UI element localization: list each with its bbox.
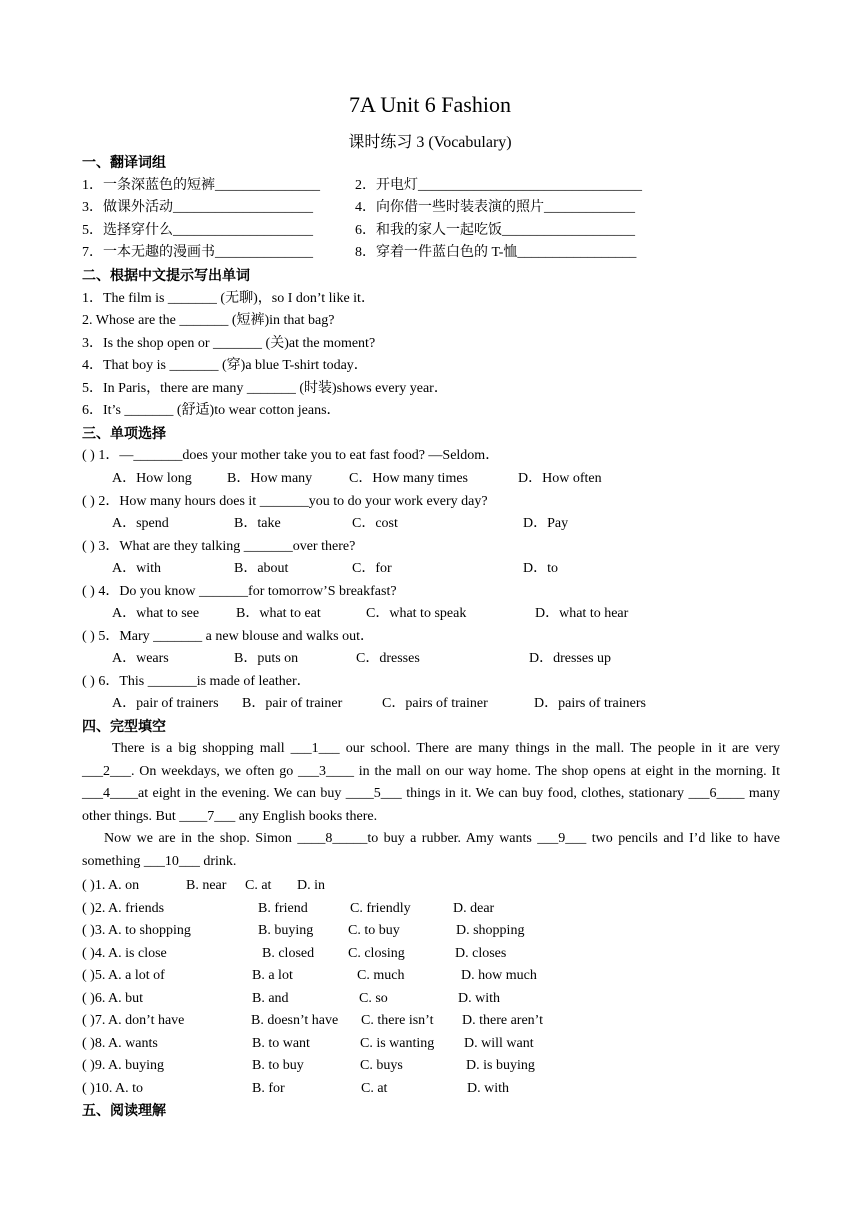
option: C．pairs of trainer bbox=[382, 696, 488, 711]
option: B．about bbox=[234, 561, 289, 576]
translate-row bbox=[82, 177, 642, 195]
option: D. closes bbox=[455, 946, 507, 961]
option: D. will want bbox=[464, 1036, 534, 1051]
translate-item: 8．穿着一件蓝白色的 T-恤_________________ bbox=[355, 245, 637, 260]
option: C．cost bbox=[352, 516, 398, 531]
option: D．Pay bbox=[523, 516, 569, 531]
translate-item: 7．一本无趣的漫画书______________ bbox=[82, 245, 313, 260]
word-item: 6．It’s _______ (舒适)to wear cotton jeans． bbox=[82, 403, 341, 418]
option: B. buying bbox=[258, 923, 314, 938]
option: C. closing bbox=[348, 946, 405, 961]
cloze-question bbox=[82, 922, 525, 940]
option: B. closed bbox=[262, 946, 315, 961]
option: A．How long bbox=[112, 471, 192, 486]
translate-item: 6．和我的家人一起吃饭___________________ bbox=[355, 223, 635, 238]
section-heading-translate: 一、翻译词组 bbox=[82, 155, 166, 171]
word-item: 2. Whose are the _______ (短裤)in that bag? bbox=[82, 313, 335, 328]
option: C．for bbox=[352, 561, 392, 576]
option: D．to bbox=[523, 561, 558, 576]
cloze-question bbox=[82, 1057, 535, 1075]
option: B. near bbox=[186, 878, 227, 893]
cloze-question bbox=[82, 1012, 543, 1030]
option: A．with bbox=[112, 561, 161, 576]
option: C. is wanting bbox=[360, 1036, 435, 1051]
cloze-paragraph: Now we are in the shop. Simon ____8_____to buy a rubber. Amy wants ___9___ two pencils and I’d like to have something ___10___ drink. bbox=[82, 831, 780, 869]
option: D. with bbox=[467, 1081, 509, 1096]
option: D. in bbox=[297, 878, 325, 893]
option: D．what to hear bbox=[535, 606, 629, 621]
translate-row bbox=[82, 222, 635, 240]
translate-item: 4．向你借一些时装表演的照片_____________ bbox=[355, 200, 635, 215]
cloze-question bbox=[82, 877, 325, 895]
option: D．pairs of trainers bbox=[534, 696, 646, 711]
section-heading-choice: 三、单项选择 bbox=[82, 426, 166, 442]
word-item: 3．Is the shop open or _______ (关)at the moment? bbox=[82, 336, 376, 351]
choice-question: ( ) 4．Do you know _______for tomorrow’S breakfast? bbox=[82, 584, 397, 599]
option: B．pair of trainer bbox=[242, 696, 343, 711]
translate-item: 3．做课外活动____________________ bbox=[82, 200, 313, 215]
option: C. at bbox=[361, 1081, 388, 1096]
choice-question: ( ) 3．What are they talking _______over there? bbox=[82, 539, 356, 554]
option: B．How many bbox=[227, 471, 313, 486]
translate-row bbox=[82, 244, 637, 262]
cloze-number: ( )8. A. wants bbox=[82, 1036, 158, 1051]
option: C. buys bbox=[360, 1058, 403, 1073]
cloze-number: ( )4. A. is close bbox=[82, 946, 167, 961]
cloze-question bbox=[82, 945, 507, 963]
option: D．dresses up bbox=[529, 651, 612, 666]
option: D. there aren’t bbox=[462, 1013, 543, 1028]
option: B．puts on bbox=[234, 651, 299, 666]
page-subtitle: 课时练习 3 (Vocabulary) bbox=[348, 134, 512, 151]
translate-item: 2．开电灯________________________________ bbox=[355, 178, 642, 193]
cloze-paragraph: There is a big shopping mall ___1___ our school. There are many things in the mall. The people in it are very ___2___. On weekdays, we often go ___3____ in the mall on our way home. The shop opens at eight in the morning. It ___4____at eight in the evening. We can buy ____5___ things in it. We can buy food, clothes, stationary ___6____ many other things. But ____7___ any English books there. bbox=[82, 741, 780, 824]
translate-row bbox=[82, 199, 635, 217]
cloze-number: ( )1. A. on bbox=[82, 878, 140, 893]
cloze-number: ( )3. A. to shopping bbox=[82, 923, 191, 938]
word-item: 4．That boy is _______ (穿)a blue T-shirt today． bbox=[82, 358, 368, 373]
option: A．what to see bbox=[112, 606, 200, 621]
option: B．what to eat bbox=[236, 606, 321, 621]
choice-question: ( ) 2．How many hours does it _______you to do your work every day? bbox=[82, 494, 488, 509]
word-item: 1．The film is _______ (无聊)，so I don’t like it． bbox=[82, 291, 375, 306]
cloze-number: ( )6. A. but bbox=[82, 991, 144, 1006]
option: C．dresses bbox=[356, 651, 420, 666]
option: B. and bbox=[252, 991, 289, 1006]
cloze-number: ( )5. A. a lot of bbox=[82, 968, 165, 983]
option: D. is buying bbox=[466, 1058, 535, 1073]
option: C．what to speak bbox=[366, 606, 467, 621]
option: B. for bbox=[252, 1081, 285, 1096]
cloze-question bbox=[82, 900, 495, 918]
option: C. there isn’t bbox=[361, 1013, 434, 1028]
cloze-question bbox=[82, 990, 500, 1008]
section-heading-reading: 五、阅读理解 bbox=[82, 1103, 166, 1119]
word-item: 5．In Paris，there are many _______ (时装)shows every year． bbox=[82, 381, 448, 396]
option: C．How many times bbox=[349, 471, 468, 486]
translate-item: 5．选择穿什么____________________ bbox=[82, 223, 313, 238]
option: D. how much bbox=[461, 968, 537, 983]
option: A．wears bbox=[112, 651, 169, 666]
option: C. friendly bbox=[350, 901, 411, 916]
cloze-number: ( )7. A. don’t have bbox=[82, 1013, 185, 1028]
option: D. dear bbox=[453, 901, 495, 916]
option: B. to buy bbox=[252, 1058, 304, 1073]
page-title: 7A Unit 6 Fashion bbox=[349, 92, 511, 117]
option: B. doesn’t have bbox=[251, 1013, 339, 1028]
cloze-number: ( )10. A. to bbox=[82, 1081, 144, 1096]
option: D．How often bbox=[518, 471, 602, 486]
option: B．take bbox=[234, 516, 281, 531]
section-heading-words: 二、根据中文提示写出单词 bbox=[82, 268, 250, 284]
cloze-question bbox=[82, 1035, 534, 1053]
option: B. to want bbox=[252, 1036, 310, 1051]
option: A．pair of trainers bbox=[112, 696, 219, 711]
cloze-number: ( )9. A. buying bbox=[82, 1058, 165, 1073]
choice-question: ( ) 1．—_______does your mother take you to eat fast food? —Seldom． bbox=[82, 448, 500, 463]
cloze-question bbox=[82, 1080, 509, 1098]
option: C. at bbox=[245, 878, 272, 893]
choice-question: ( ) 6．This _______is made of leather． bbox=[82, 674, 311, 689]
option: B. a lot bbox=[252, 968, 293, 983]
option: D. shopping bbox=[456, 923, 525, 938]
option: A．spend bbox=[112, 516, 169, 531]
cloze-question bbox=[82, 967, 537, 985]
option: C. much bbox=[357, 968, 405, 983]
translate-item: 1．一条深蓝色的短裤_______________ bbox=[82, 178, 320, 193]
option: C. so bbox=[359, 991, 388, 1006]
section-heading-cloze: 四、完型填空 bbox=[82, 719, 166, 735]
choice-question: ( ) 5．Mary _______ a new blouse and walks out． bbox=[82, 629, 375, 644]
option: D. with bbox=[458, 991, 500, 1006]
option: B. friend bbox=[258, 901, 308, 916]
cloze-number: ( )2. A. friends bbox=[82, 901, 165, 916]
option: C. to buy bbox=[348, 923, 400, 938]
